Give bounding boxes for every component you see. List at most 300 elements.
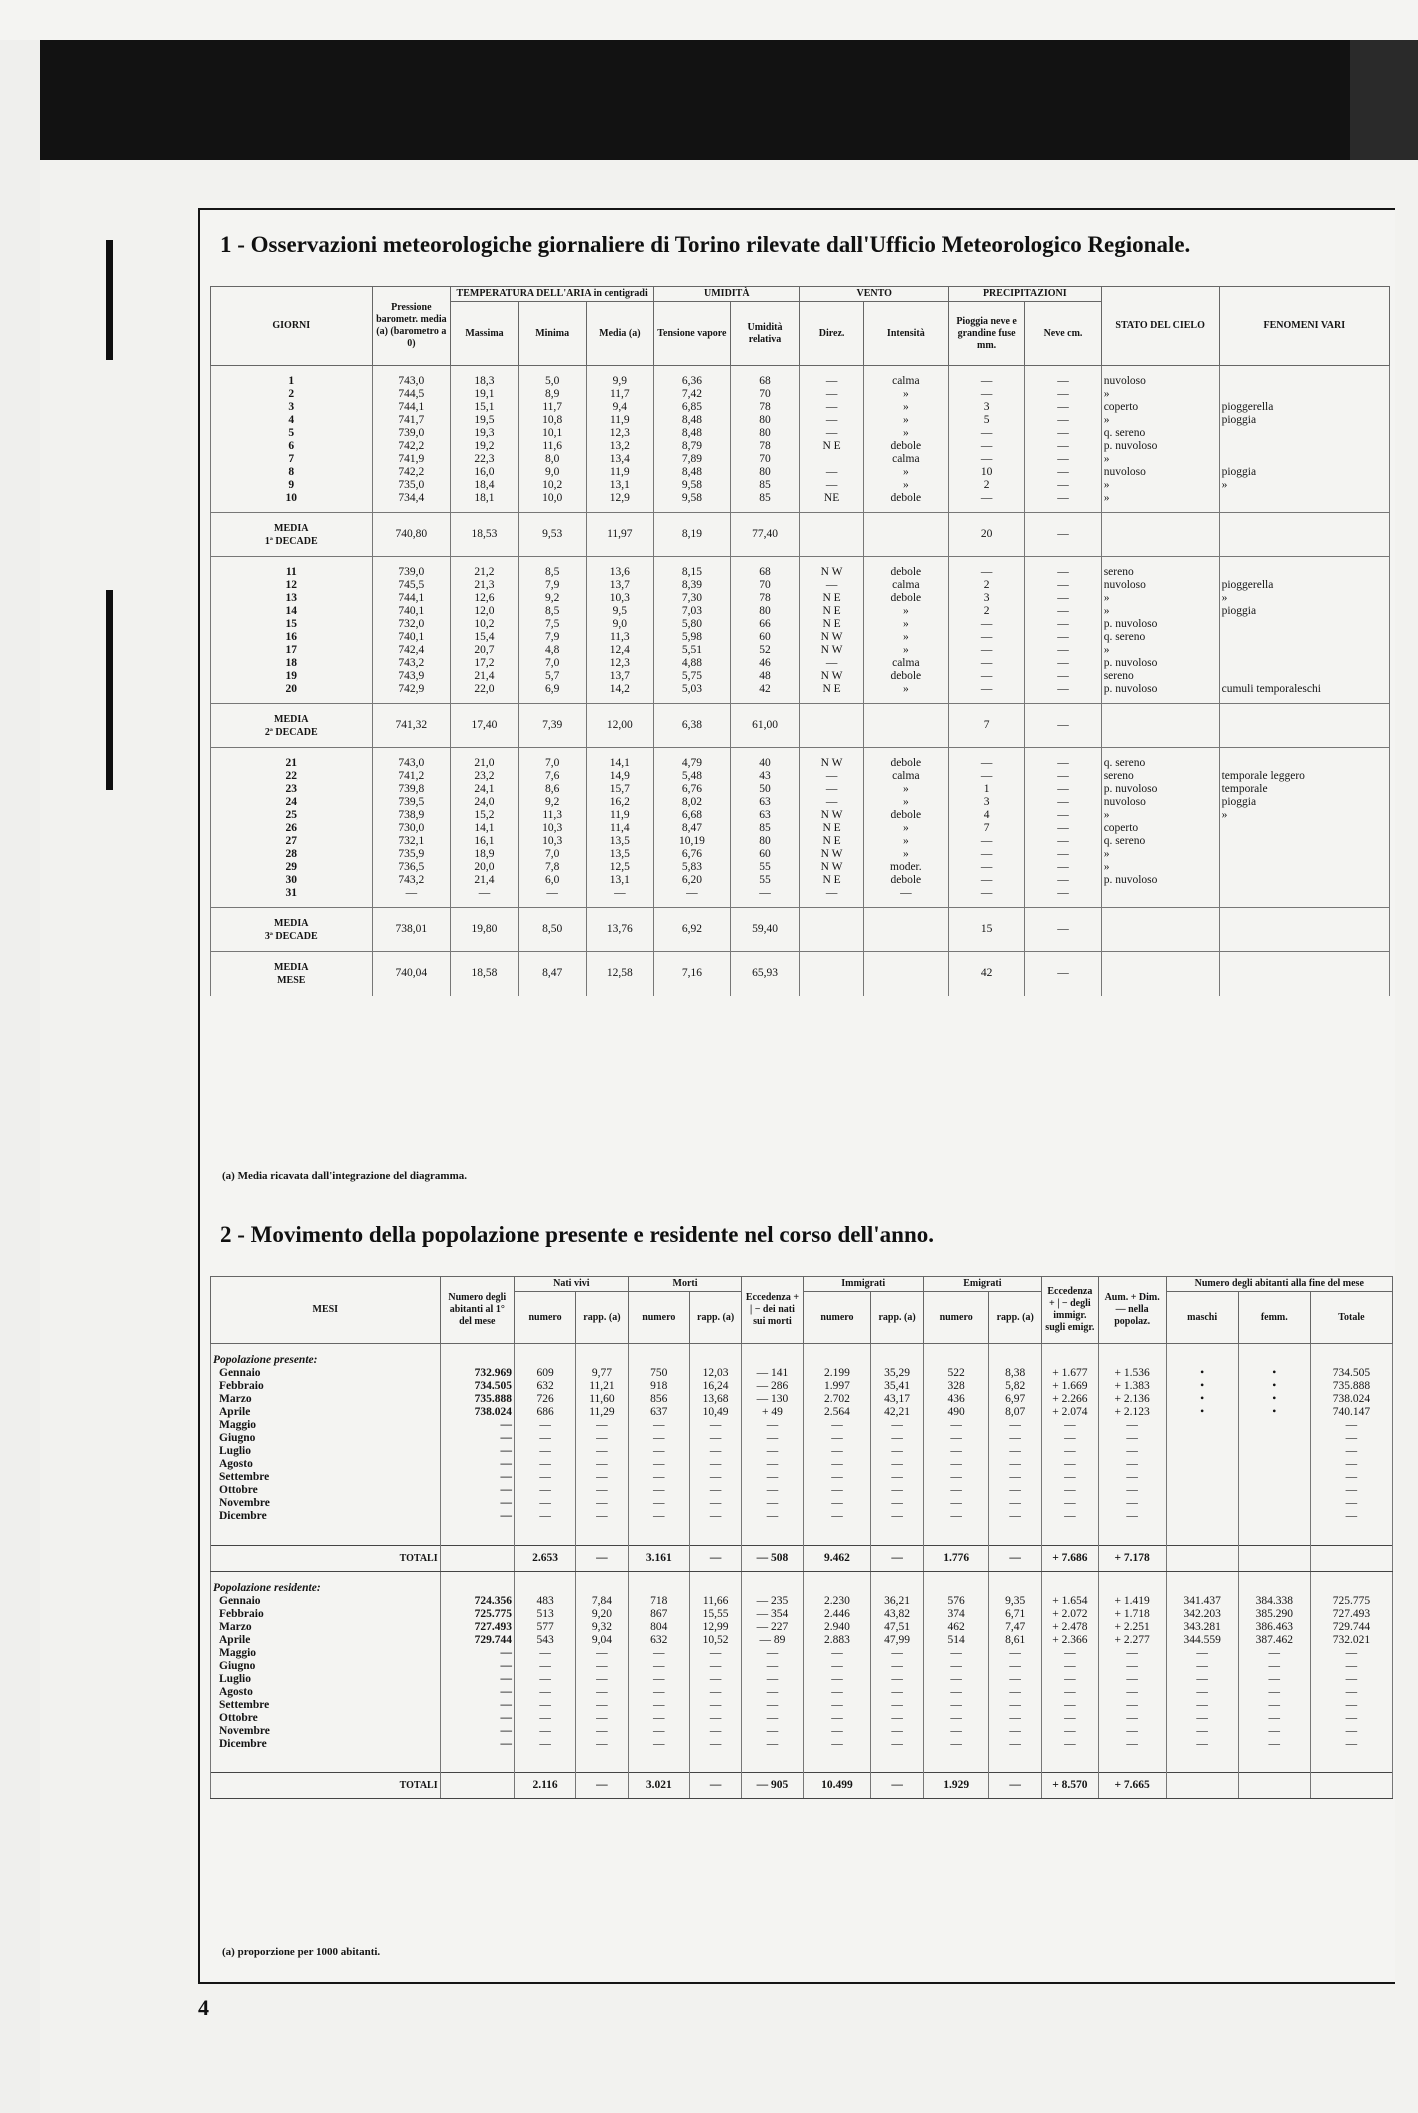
month-cell: Ottobre (211, 1712, 441, 1725)
month-cell: — (689, 1458, 741, 1471)
day-cell (1219, 453, 1389, 466)
spacer-cell (989, 1751, 1041, 1773)
month-cell: — (576, 1432, 628, 1445)
day-cell: 10,2 (451, 618, 519, 631)
month-cell: — (1238, 1660, 1310, 1673)
month-cell: — (923, 1484, 989, 1497)
month-row (211, 1393, 1393, 1406)
empty-cell (576, 1571, 628, 1595)
day-cell: 10,3 (586, 592, 654, 605)
day-cell: 8,39 (654, 579, 730, 592)
day-cell: — (800, 770, 863, 783)
day-cell (1101, 887, 1219, 900)
month-cell: 12,03 (689, 1367, 741, 1380)
day-cell: — (1025, 644, 1101, 657)
day-cell: 4,79 (654, 748, 730, 770)
day-cell: » (1101, 479, 1219, 492)
month-cell: — (1041, 1458, 1098, 1471)
day-cell: 13,7 (586, 579, 654, 592)
empty-cell (742, 1344, 803, 1368)
day-cell: 8,79 (654, 440, 730, 453)
spacer-cell (211, 1523, 441, 1545)
day-cell: 743,9 (372, 670, 451, 683)
day-cell: 43 (730, 770, 800, 783)
month-cell: — (1310, 1647, 1392, 1660)
col-pressione: Pressione barometr. media (a) (barometro a 0) (372, 287, 451, 366)
day-cell: 10,19 (654, 835, 730, 848)
media-cell (1101, 513, 1219, 557)
month-cell: Febbraio (211, 1608, 441, 1621)
day-cell: 11 (211, 557, 373, 579)
month-cell: 7,47 (989, 1621, 1041, 1634)
day-cell: pioggia (1219, 414, 1389, 427)
month-cell: 384.338 (1238, 1595, 1310, 1608)
month-cell: 374 (923, 1608, 989, 1621)
day-cell: 10,2 (518, 479, 586, 492)
spacer-cell (730, 900, 800, 908)
month-cell: — (689, 1647, 741, 1660)
month-row (211, 1367, 1393, 1380)
month-cell (1166, 1419, 1238, 1432)
day-cell: 42 (730, 683, 800, 696)
month-cell: 577 (514, 1621, 575, 1634)
day-cell: 85 (730, 479, 800, 492)
day-cell (1219, 835, 1389, 848)
month-cell: — (871, 1432, 923, 1445)
table1-title: 1 - Osservazioni meteorologiche giornaliere di Torino rilevate dall'Ufficio Meteorologico Regionale. (220, 232, 1191, 257)
day-cell: 736,5 (372, 861, 451, 874)
month-cell (1238, 1419, 1310, 1432)
day-cell: — (1025, 783, 1101, 796)
day-cell: 70 (730, 579, 800, 592)
day-cell: 4,8 (518, 644, 586, 657)
month-cell: — (742, 1419, 803, 1432)
month-cell: 16,24 (689, 1380, 741, 1393)
month-cell: 10,49 (689, 1406, 741, 1419)
month-cell: — (803, 1484, 871, 1497)
day-cell: 16 (211, 631, 373, 644)
month-cell: — (871, 1712, 923, 1725)
media-cell (1101, 704, 1219, 748)
month-cell: — (1238, 1712, 1310, 1725)
day-cell: 63 (730, 796, 800, 809)
month-cell: + 2.123 (1098, 1406, 1166, 1419)
month-cell: — (803, 1660, 871, 1673)
day-cell: nuvoloso (1101, 796, 1219, 809)
month-cell: — (923, 1725, 989, 1738)
spacer-cell (628, 1751, 689, 1773)
totals-cell: — (689, 1545, 741, 1571)
spacer-cell (800, 900, 863, 908)
scan-left-margin (0, 40, 40, 2113)
month-cell: — (628, 1686, 689, 1699)
month-cell: — (689, 1660, 741, 1673)
month-cell: — (1310, 1738, 1392, 1751)
day-cell: » (863, 631, 948, 644)
totals-cell: 3.161 (628, 1545, 689, 1571)
day-cell: 742,4 (372, 644, 451, 657)
day-cell: » (1101, 492, 1219, 505)
day-cell: pioggerella (1219, 579, 1389, 592)
col-umidita: UMIDITÀ (654, 287, 800, 302)
day-cell: N W (800, 557, 863, 579)
day-cell: pioggia (1219, 466, 1389, 479)
month-cell: — (576, 1510, 628, 1523)
month-cell: — (689, 1484, 741, 1497)
totals-cell: TOTALI (211, 1545, 441, 1571)
empty-cell (1041, 1344, 1098, 1368)
month-cell: — (514, 1660, 575, 1673)
month-cell: — (1310, 1445, 1392, 1458)
day-row (211, 670, 1390, 683)
empty-cell (514, 1571, 575, 1595)
day-cell: debole (863, 557, 948, 579)
media-cell: 15 (948, 908, 1024, 952)
day-cell: 13,5 (586, 835, 654, 848)
day-row (211, 414, 1390, 427)
day-cell: 60 (730, 848, 800, 861)
month-cell: — (1041, 1699, 1098, 1712)
day-cell: 6,76 (654, 783, 730, 796)
day-cell (1219, 388, 1389, 401)
day-cell: » (863, 796, 948, 809)
totals-cell: + 7.665 (1098, 1773, 1166, 1799)
day-cell: 9,58 (654, 492, 730, 505)
totals-cell: — (689, 1773, 741, 1799)
day-cell (1219, 874, 1389, 887)
empty-cell (1098, 1571, 1166, 1595)
col-tensione: Tensione vapore (654, 302, 730, 366)
day-cell: 13,1 (586, 874, 654, 887)
month-cell: 513 (514, 1608, 575, 1621)
day-cell: — (800, 579, 863, 592)
month-cell: — (742, 1660, 803, 1673)
month-cell: + 2.074 (1041, 1406, 1098, 1419)
month-cell: — (871, 1471, 923, 1484)
day-cell: 7,03 (654, 605, 730, 618)
month-cell: — (871, 1458, 923, 1471)
col-fenomeni: FENOMENI VARI (1219, 287, 1389, 366)
month-cell: — (989, 1712, 1041, 1725)
month-cell: 918 (628, 1380, 689, 1393)
day-cell: 80 (730, 414, 800, 427)
month-cell: — (514, 1471, 575, 1484)
totals-cell: 2.653 (514, 1545, 575, 1571)
day-cell: 738,9 (372, 809, 451, 822)
month-row (211, 1510, 1393, 1523)
spacer-cell (1219, 696, 1389, 704)
day-cell: » (863, 683, 948, 696)
month-cell: — (628, 1445, 689, 1458)
media-label-line1: MEDIA (274, 961, 309, 973)
spacer-cell (514, 1751, 575, 1773)
day-cell: 63 (730, 809, 800, 822)
media-cell: — (1025, 704, 1101, 748)
month-cell: — (871, 1445, 923, 1458)
day-cell: 17,2 (451, 657, 519, 670)
day-cell: — (948, 887, 1024, 900)
month-cell: — (514, 1497, 575, 1510)
day-cell: 10,0 (518, 492, 586, 505)
month-row (211, 1673, 1393, 1686)
day-cell: p. nuvoloso (1101, 874, 1219, 887)
month-row (211, 1647, 1393, 1660)
month-row (211, 1634, 1393, 1647)
day-cell: 16,0 (451, 466, 519, 479)
month-cell: + 2.277 (1098, 1634, 1166, 1647)
month-cell (1238, 1510, 1310, 1523)
spacer-cell (863, 696, 948, 704)
month-row (211, 1660, 1393, 1673)
day-cell: calma (863, 657, 948, 670)
month-cell: + 2.478 (1041, 1621, 1098, 1634)
month-cell: — (514, 1738, 575, 1751)
col-numero-abitanti: Numero degli abitanti al 1° del mese (440, 1277, 514, 1344)
day-row (211, 492, 1390, 505)
month-cell: — 89 (742, 1634, 803, 1647)
day-row (211, 657, 1390, 670)
month-cell: — (440, 1647, 514, 1660)
day-cell: 11,3 (518, 809, 586, 822)
month-cell (1166, 1432, 1238, 1445)
month-cell: — (628, 1647, 689, 1660)
col-aumento: Aum. + Dim. — nella popolaz. (1098, 1277, 1166, 1344)
table2-note: (a) proporzione per 1000 abitanti. (222, 1946, 381, 1958)
empty-cell (989, 1344, 1041, 1368)
totals-cell: + 7.178 (1098, 1545, 1166, 1571)
month-cell: — (1310, 1458, 1392, 1471)
month-cell: — (576, 1699, 628, 1712)
day-cell: N E (800, 618, 863, 631)
spacer-row (211, 696, 1390, 704)
col-neve: Neve cm. (1025, 302, 1101, 366)
day-cell: — (1025, 670, 1101, 683)
month-cell: — (742, 1510, 803, 1523)
month-cell: 729.744 (1310, 1621, 1392, 1634)
day-cell: — (1025, 414, 1101, 427)
month-cell: — (1098, 1673, 1166, 1686)
totals-cell: — (576, 1545, 628, 1571)
month-cell (1238, 1458, 1310, 1471)
month-cell: 43,17 (871, 1393, 923, 1406)
day-row (211, 557, 1390, 579)
month-cell: Maggio (211, 1647, 441, 1660)
month-cell: — (689, 1686, 741, 1699)
spacer-cell (1041, 1751, 1098, 1773)
day-cell: 13,6 (586, 557, 654, 579)
col-morti: Morti (628, 1277, 742, 1292)
totals-cell (1310, 1545, 1392, 1571)
month-cell: Dicembre (211, 1510, 441, 1523)
month-cell: 342.203 (1166, 1608, 1238, 1621)
day-cell: — (948, 631, 1024, 644)
day-cell: 24,1 (451, 783, 519, 796)
col-morti-rapp: rapp. (a) (689, 1292, 741, 1344)
spacer-row (211, 505, 1390, 513)
media-label-line1: MEDIA (274, 522, 309, 534)
totals-cell: + 7.686 (1041, 1545, 1098, 1571)
empty-cell (1166, 1571, 1238, 1595)
day-cell: 739,0 (372, 427, 451, 440)
day-cell: 80 (730, 427, 800, 440)
totals-cell: — (871, 1773, 923, 1799)
day-cell: calma (863, 366, 948, 388)
month-cell: — (1238, 1725, 1310, 1738)
month-cell: 11,29 (576, 1406, 628, 1419)
month-cell: — (1238, 1699, 1310, 1712)
day-cell: 11,6 (518, 440, 586, 453)
spacer-cell (948, 505, 1024, 513)
day-row (211, 861, 1390, 874)
month-cell: — (923, 1419, 989, 1432)
day-cell: 741,7 (372, 414, 451, 427)
month-cell: — (689, 1725, 741, 1738)
month-cell: — (1041, 1445, 1098, 1458)
day-cell (1219, 748, 1389, 770)
day-cell: 4,88 (654, 657, 730, 670)
month-cell: — (440, 1432, 514, 1445)
day-cell: 70 (730, 453, 800, 466)
spacer-cell (1025, 900, 1101, 908)
media-cell: 18,58 (451, 952, 519, 996)
section-label-row (211, 1344, 1393, 1368)
day-cell: 21,0 (451, 748, 519, 770)
spacer-row (211, 1751, 1393, 1773)
month-cell: 522 (923, 1367, 989, 1380)
day-cell: p. nuvoloso (1101, 618, 1219, 631)
day-cell: » (863, 618, 948, 631)
day-cell (1219, 557, 1389, 579)
table2-title: 2 - Movimento della popolazione presente e residente nel corso dell'anno. (220, 1222, 935, 1247)
day-cell: — (1025, 748, 1101, 770)
month-cell: — (803, 1712, 871, 1725)
day-cell: 40 (730, 748, 800, 770)
media-cell: 8,50 (518, 908, 586, 952)
day-cell: 732,1 (372, 835, 451, 848)
month-cell: — (742, 1725, 803, 1738)
month-cell: — (1238, 1647, 1310, 1660)
day-cell: — (1025, 466, 1101, 479)
day-cell: 85 (730, 492, 800, 505)
day-cell: 11,9 (586, 466, 654, 479)
day-cell: » (863, 388, 948, 401)
day-cell: pioggerella (1219, 401, 1389, 414)
month-cell: — (989, 1497, 1041, 1510)
month-cell: — (871, 1699, 923, 1712)
month-cell: — (1098, 1660, 1166, 1673)
day-cell: — (1025, 401, 1101, 414)
day-cell: calma (863, 453, 948, 466)
day-cell: 6,36 (654, 366, 730, 388)
totals-cell: — (989, 1773, 1041, 1799)
month-cell: — (871, 1673, 923, 1686)
month-cell: Febbraio (211, 1380, 441, 1393)
empty-cell (1310, 1571, 1392, 1595)
day-cell: N E (800, 605, 863, 618)
month-cell (1238, 1484, 1310, 1497)
day-cell: 13,2 (586, 440, 654, 453)
spacer-cell (211, 505, 373, 513)
month-row (211, 1406, 1393, 1419)
day-cell: 743,2 (372, 874, 451, 887)
day-cell: 4 (211, 414, 373, 427)
day-cell: 2 (211, 388, 373, 401)
col-immigrati-numero: numero (803, 1292, 871, 1344)
day-cell: » (863, 835, 948, 848)
month-cell: — (1166, 1699, 1238, 1712)
col-eccedenza-immigr: Eccedenza + | − degli immigr. sugli emigr. (1041, 1277, 1098, 1344)
day-cell: 7,6 (518, 770, 586, 783)
empty-cell (1041, 1571, 1098, 1595)
month-row (211, 1725, 1393, 1738)
month-cell: 43,82 (871, 1608, 923, 1621)
day-cell: 742,9 (372, 683, 451, 696)
month-cell: 328 (923, 1380, 989, 1393)
day-row (211, 796, 1390, 809)
day-cell: 66 (730, 618, 800, 631)
day-cell: 25 (211, 809, 373, 822)
day-row (211, 479, 1390, 492)
media-cell (1101, 952, 1219, 996)
month-cell: 735.888 (1310, 1380, 1392, 1393)
month-cell: — (628, 1510, 689, 1523)
month-cell: — (628, 1471, 689, 1484)
month-cell: 727.493 (1310, 1608, 1392, 1621)
month-cell: — (803, 1471, 871, 1484)
month-cell: — 354 (742, 1608, 803, 1621)
day-cell: 6,20 (654, 874, 730, 887)
day-cell: — (948, 770, 1024, 783)
month-cell: — (1041, 1686, 1098, 1699)
month-cell: — (1098, 1647, 1166, 1660)
month-cell: 726 (514, 1393, 575, 1406)
empty-cell (871, 1344, 923, 1368)
month-cell: — (742, 1458, 803, 1471)
month-row (211, 1712, 1393, 1725)
day-cell: 4 (948, 809, 1024, 822)
day-row (211, 644, 1390, 657)
month-cell: — (440, 1445, 514, 1458)
day-cell: 730,0 (372, 822, 451, 835)
day-cell: sereno (1101, 557, 1219, 579)
month-cell: — (689, 1712, 741, 1725)
month-cell: — (1098, 1510, 1166, 1523)
spacer-cell (576, 1751, 628, 1773)
month-cell: — (440, 1699, 514, 1712)
month-cell: — (1041, 1660, 1098, 1673)
day-cell: 739,5 (372, 796, 451, 809)
day-cell: 11,7 (518, 401, 586, 414)
month-cell: — (803, 1432, 871, 1445)
day-cell: 7 (948, 822, 1024, 835)
spacer-cell (1098, 1523, 1166, 1545)
month-cell: — (576, 1660, 628, 1673)
month-cell: 12,99 (689, 1621, 741, 1634)
day-cell: 3 (948, 592, 1024, 605)
day-cell: — (1025, 887, 1101, 900)
day-cell: 80 (730, 605, 800, 618)
month-cell: — (514, 1686, 575, 1699)
day-cell: — (1025, 657, 1101, 670)
day-cell: — (1025, 631, 1101, 644)
day-cell: N W (800, 809, 863, 822)
totals-cell (1238, 1545, 1310, 1571)
day-cell: p. nuvoloso (1101, 440, 1219, 453)
col-nati-rapp: rapp. (a) (576, 1292, 628, 1344)
day-cell: N E (800, 874, 863, 887)
spacer-cell (730, 696, 800, 704)
day-cell: — (948, 670, 1024, 683)
